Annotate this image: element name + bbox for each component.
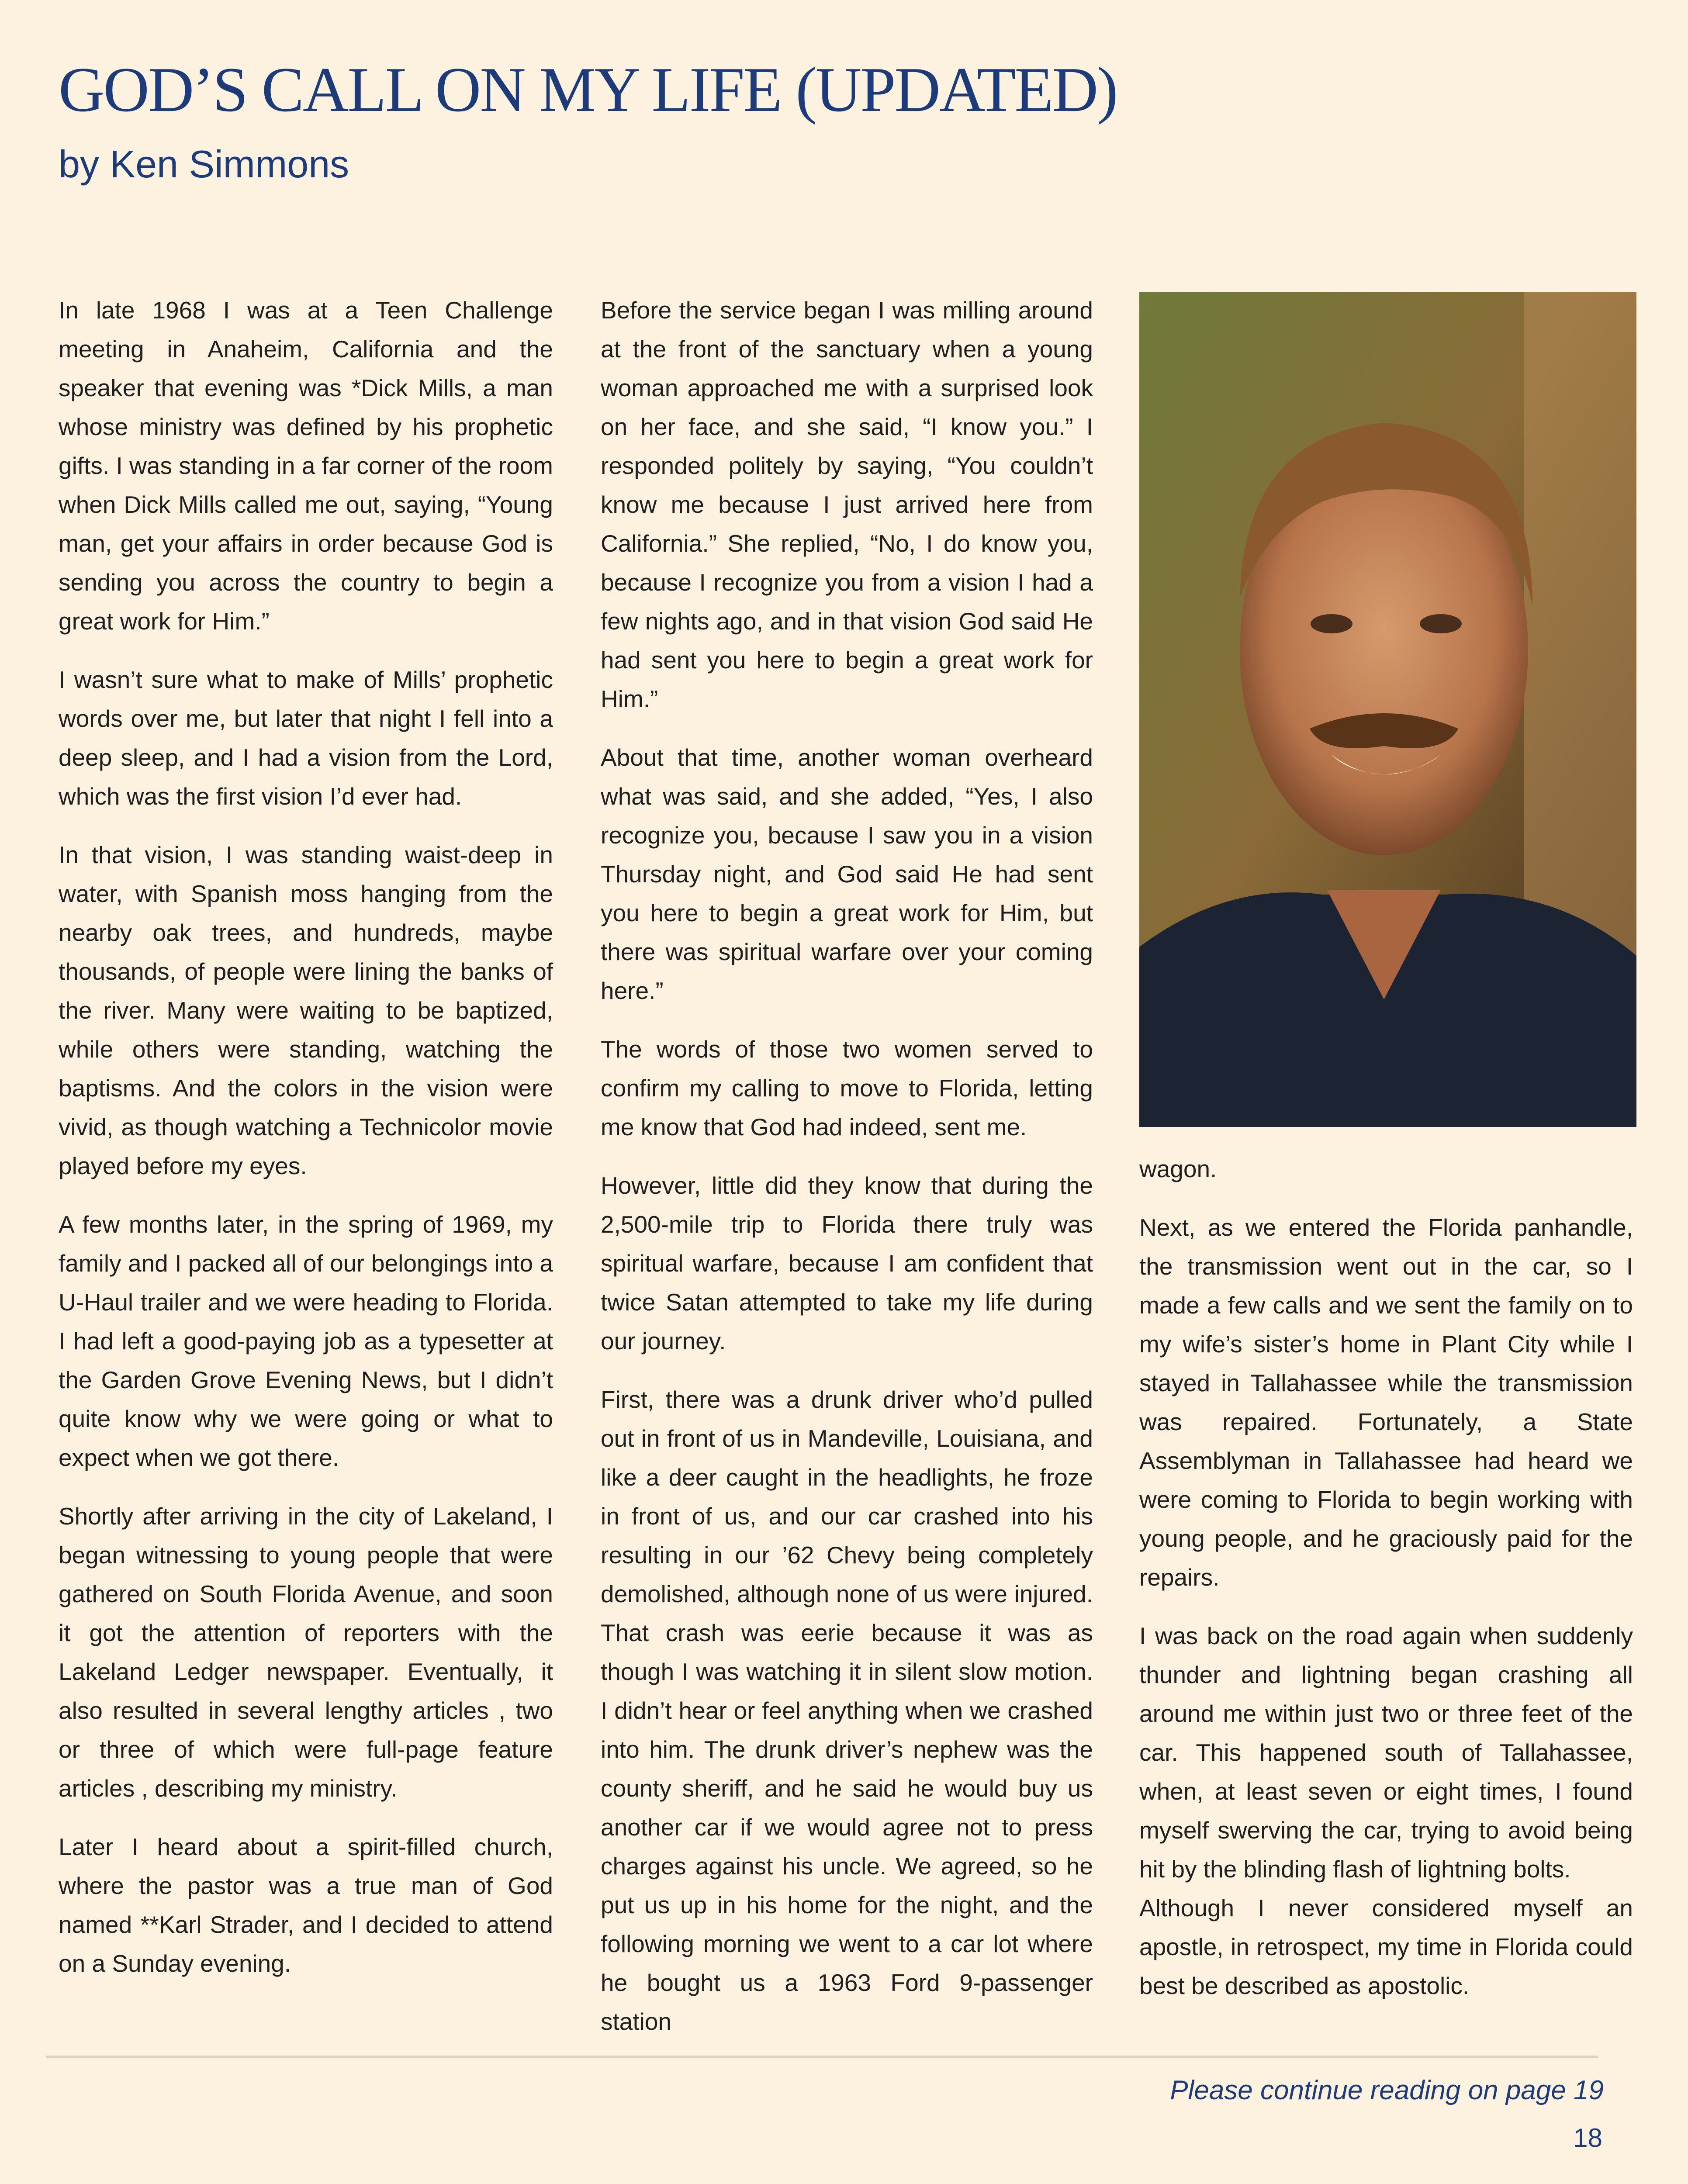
paragraph: About that time, another woman overheard what was said, and she added, “Yes, I also recognize you, because I saw you in a vision Thursday night, and God said He had sent you here to begin a great work for Him, but there was spiritual warfare over your coming here.” <box>601 744 1093 1004</box>
paragraph: Later I heard about a spirit-filled church, where the pastor was a true man of God named **Karl Strader, and I decided to attend on a Sunday evening. <box>59 1833 553 1977</box>
author-byline: by Ken Simmons <box>59 142 349 186</box>
paragraph: A few months later, in the spring of 1969, my family and I packed all of our belongings into a U-Haul trailer and we were heading to Florida. I had left a good-paying job as a typesetter at the Garden Grove Evening News, but I didn’t quite know why we were going or what to expect when we got there. <box>59 1211 553 1471</box>
paragraph: Shortly after arriving in the city of Lakeland, I began witnessing to young people that were gathered on South Florida Avenue, and soon it got the attention of reporters with the Lakeland Ledger newspaper. Eventually, it also resulted in several lengthy articles , two or three of which were full-page feature articles , describing my ministry. <box>59 1503 553 1802</box>
paragraph: In that vision, I was standing waist-deep in water, with Spanish moss hanging from the nearby oak trees, and hundreds, maybe thousands, of people were lining the banks of the river. Many were waiting to be baptized, while others were standing, watching the baptisms. And the colors in the vision were vivid, as though watching a Technicolor movie played before my eyes. <box>59 841 553 1179</box>
paragraph: Although I never considered myself an apostle, in retrospect, my time in Florida could best be described as apostolic. <box>1139 1894 1633 1999</box>
paragraph: Before the service began I was milling around at the front of the sanctuary when a young woman approached me with a surprised look on her face, and she said, “I know you.” I responded politely by saying, “You couldn’t know me because I just arrived here from California.” She replied, “No, I do know you, because I recognize you from a vision I had a few nights ago, and in that vision God said He had sent you here to begin a great work for Him.” <box>601 297 1093 712</box>
portrait-illustration <box>1139 292 1636 1127</box>
article-title: GOD’S CALL ON MY LIFE (UPDATED) <box>59 54 1117 125</box>
text-column-1 <box>59 291 553 2003</box>
paragraph: The words of those two women served to confirm my calling to move to Florida, letting me know that God had indeed, sent me. <box>601 1036 1093 1140</box>
paragraph: However, little did they know that during the 2,500-mile trip to Florida there truly was spiritual warfare, because I am confident that twice Satan attempted to take my life during our journey. <box>601 1172 1093 1355</box>
paragraph: I was back on the road again when suddenly thunder and lightning began crashing all around me within just two or three feet of the car. This happened south of Tallahassee, when, at least seven or eight times, I found myself swerving the car, trying to avoid being hit by the blinding flash of lightning bolts. <box>1139 1622 1633 1883</box>
paragraph: wagon. <box>1139 1155 1217 1182</box>
paragraph: In late 1968 I was at a Teen Challenge meeting in Anaheim, California and the speaker that evening was *Dick Mills, a man whose ministry was defined by his prophetic gifts. I was standing in a far corner of the room when Dick Mills called me out, saying, “Young man, get your affairs in order because God is sending you across the country to begin a great work for Him.” <box>59 297 553 635</box>
continue-reading-note: Please continue reading on page 19 <box>1170 2075 1604 2105</box>
author-photo <box>1139 292 1636 1127</box>
footer-divider <box>46 2056 1598 2058</box>
paragraph: I wasn’t sure what to make of Mills’ prophetic words over me, but later that night I fell into a deep sleep, and I had a vision from the Lord, which was the first vision I’d ever had. <box>59 666 553 810</box>
text-column-2 <box>601 291 1093 2061</box>
page-number: 18 <box>1573 2123 1602 2153</box>
paragraph: Next, as we entered the Florida panhandle, the transmission went out in the car, so I made a few calls and we sent the family on to my wife’s sister’s home in Plant City while I stayed in Tallahassee while the transmission was repaired. Fortunately, a State Assemblyman in Tallahassee had heard we were coming to Florida to begin working with young people, and he graciously paid for the repairs. <box>1139 1214 1633 1591</box>
text-column-3 <box>1139 1150 1633 2025</box>
paragraph: First, there was a drunk driver who’d pulled out in front of us in Mandeville, Louisiana, and like a deer caught in the headlights, he froze in front of us, and our car crashed into his resulting in our ’62 Chevy being completely demolished, although none of us were injured. That crash was eerie because it was as though I was watching it in silent slow motion. I didn’t hear or feel anything when we crashed into him. The drunk driver’s nephew was the county sheriff, and he said he would buy us another car if we would agree not to press charges against his uncle. We agreed, so he put us up in his home for the night, and the following morning we went to a car lot where he bought us a 1963 Ford 9-passenger station <box>601 1386 1093 2035</box>
